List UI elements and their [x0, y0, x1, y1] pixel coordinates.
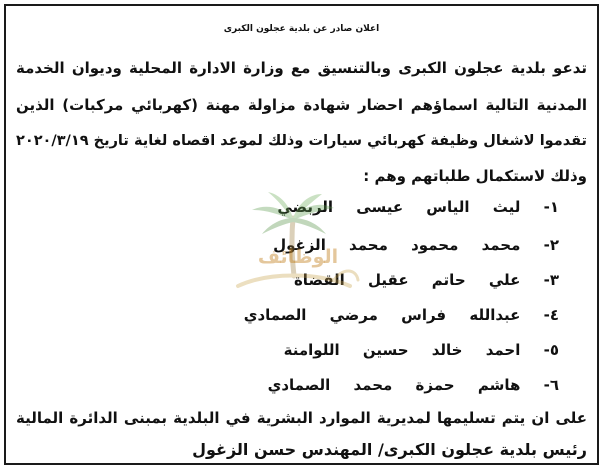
- notice-title: اعلان صادر عن بلدية عجلون الكبرى: [223, 24, 380, 34]
- applicant-name: ١- ليث الياس عيسى الربضي: [277, 198, 559, 216]
- intro-line-3: تقدموا لاشغال وظيفة كهربائي سيارات وذلك لموعد اقصاه لغاية تاريخ ٢٠٢٠/٣/١٩: [16, 133, 587, 149]
- closing-note: على ان يتم تسليمها لمديرية الموارد البشرية في البلدية بمبنى الدائرة المالية: [16, 409, 587, 427]
- applicant-name: ٢- محمد محمود محمد الزغول: [273, 236, 559, 254]
- applicant-name: ٥- احمد خالد حسين اللوامنة: [283, 341, 559, 359]
- applicant-name: ٦- هاشم حمزة محمد الصمادي: [267, 376, 559, 394]
- notice-frame: [4, 4, 599, 465]
- watermark-text: الوظائف: [257, 246, 339, 268]
- applicant-name: ٤- عبدالله فراس مرضي الصمادي: [243, 306, 559, 324]
- applicant-name: ٣- علي حاتم عقيل القضاة: [293, 271, 559, 289]
- intro-line-1: تدعو بلدية عجلون الكبرى وبالتنسيق مع وزارة الادارة المحلية وديوان الخدمة: [16, 59, 587, 77]
- signature: رئيس بلدية عجلون الكبرى/ المهندس حسن الزغول: [192, 440, 587, 459]
- intro-line-2: المدنية التالية اسماؤهم احضار شهادة مزاولة مهنة (كهربائي مركبات) الذين: [16, 96, 587, 114]
- intro-line-4: وذلك لاستكمال طلباتهم وهم :: [363, 167, 587, 185]
